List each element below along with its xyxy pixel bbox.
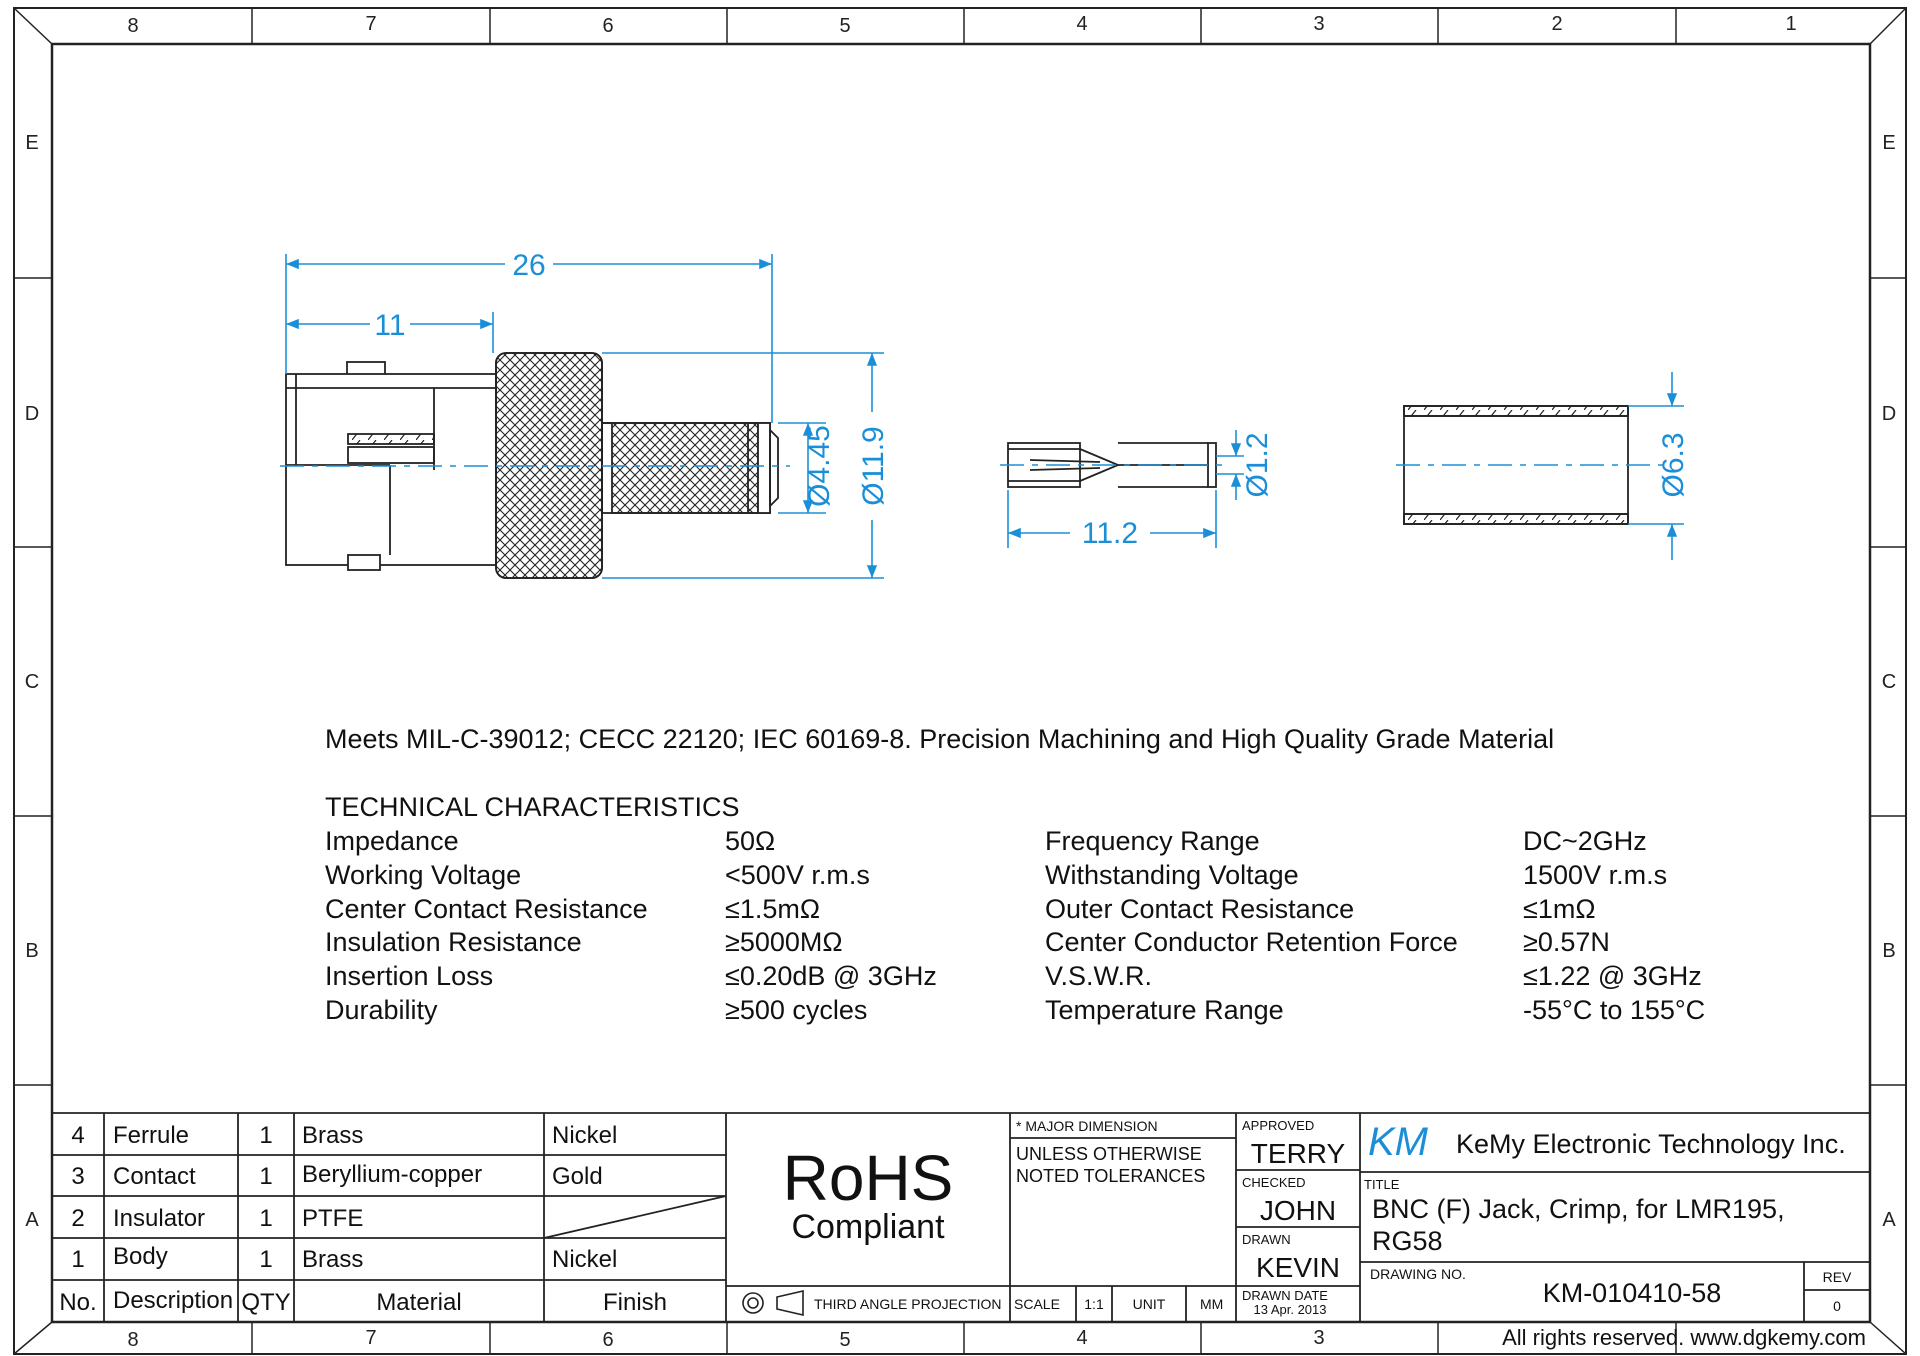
column-labels-bottom xyxy=(127,1327,1324,1351)
spec-name: Durability xyxy=(325,994,438,1025)
bom-finish: Gold xyxy=(552,1163,603,1190)
rohs-compliant: Compliant xyxy=(791,1208,945,1246)
checked-name: JOHN xyxy=(1259,1195,1337,1226)
dim-pin-diameter: Ø1.2 xyxy=(1241,432,1274,498)
column-label: 2 xyxy=(1551,13,1563,35)
column-label: 8 xyxy=(127,1329,139,1351)
column-label: 4 xyxy=(1076,13,1088,35)
checked-label: CHECKED xyxy=(1242,1175,1306,1190)
approved-label: APPROVED xyxy=(1242,1118,1315,1133)
approved-name: TERRY xyxy=(1250,1138,1346,1169)
rev-label: REV xyxy=(1822,1269,1852,1285)
tolerance-line-2: NOTED TOLERANCES xyxy=(1016,1166,1206,1186)
spec-name: V.S.W.R. xyxy=(1045,961,1153,992)
spec-value: <500V r.m.s xyxy=(725,859,870,890)
bom-description: Ferrule xyxy=(113,1122,190,1149)
title-line-1: BNC (F) Jack, Crimp, for LMR195, xyxy=(1372,1194,1785,1224)
scale-label: SCALE xyxy=(1014,1296,1060,1312)
title-block-text xyxy=(783,1118,1866,1350)
bom-finish: Nickel xyxy=(552,1122,618,1149)
bom-no: 4 xyxy=(71,1122,85,1149)
row-label: A xyxy=(1882,1209,1896,1231)
specs-rows xyxy=(325,824,1765,1027)
unit-label: UNIT xyxy=(1132,1296,1166,1312)
column-label: 6 xyxy=(602,15,614,37)
drawn-date-label: DRAWN DATE xyxy=(1242,1288,1328,1303)
tolerance-line-1: UNLESS OTHERWISE xyxy=(1016,1144,1202,1164)
bom-no: 3 xyxy=(71,1163,85,1190)
spec-name: Impedance xyxy=(325,826,459,856)
spec-name: Working Voltage xyxy=(325,859,522,890)
spec-value: 50Ω xyxy=(725,826,776,856)
column-label: 8 xyxy=(127,15,139,37)
bom-header-no: No. xyxy=(59,1289,97,1316)
drawing-number: KM-010410-58 xyxy=(1542,1278,1722,1308)
standards-note: Meets MIL-C-39012; CECC 22120; IEC 60169-8. Precision Machining and High Quality Grade Material xyxy=(325,724,1555,754)
row-label: A xyxy=(25,1209,39,1231)
dim-nut-diameter: Ø11.9 xyxy=(857,426,890,506)
major-dimension-note: * MAJOR DIMENSION xyxy=(1016,1118,1158,1134)
specs-heading: TECHNICAL CHARACTERISTICS xyxy=(325,792,740,822)
bom-description: Body xyxy=(113,1243,168,1270)
title-line-2: RG58 xyxy=(1372,1226,1443,1256)
bom-header-material: Material xyxy=(376,1289,462,1316)
row-label: C xyxy=(24,671,40,693)
drawn-label: DRAWN xyxy=(1242,1232,1291,1247)
column-label: 7 xyxy=(365,1327,377,1349)
company-logo: KM xyxy=(1368,1120,1428,1164)
row-label: D xyxy=(24,403,40,425)
row-label: B xyxy=(1882,940,1896,962)
spec-name: Insulation Resistance xyxy=(325,927,582,958)
rev-value: 0 xyxy=(1833,1298,1841,1314)
row-label: E xyxy=(1882,132,1896,154)
bom-qty: 1 xyxy=(259,1163,273,1190)
column-label: 3 xyxy=(1313,13,1325,35)
column-label: 6 xyxy=(602,1329,614,1351)
projection-symbol-icon xyxy=(743,1291,803,1315)
dim-pin-length: 11.2 xyxy=(1081,517,1139,550)
spec-row xyxy=(325,858,1765,892)
spec-row xyxy=(325,925,1765,959)
row-labels-right xyxy=(1882,132,1897,1231)
bom-header-finish: Finish xyxy=(602,1289,668,1316)
spec-value: DC~2GHz xyxy=(1523,826,1647,856)
rohs-mark: RoHS xyxy=(782,1142,954,1214)
row-label: D xyxy=(1881,403,1897,425)
row-labels-left xyxy=(25,132,40,1231)
spec-row xyxy=(325,824,1765,858)
bom-material: Brass xyxy=(302,1122,364,1149)
drawn-date: 13 Apr. 2013 xyxy=(1253,1302,1327,1317)
bom-description: Insulator xyxy=(113,1205,206,1232)
spec-row xyxy=(325,892,1765,926)
bom-qty: 1 xyxy=(259,1246,273,1273)
column-label: 7 xyxy=(365,13,377,35)
spec-value: ≥5000MΩ xyxy=(725,927,843,958)
spec-name: Center Conductor Retention Force xyxy=(1045,927,1458,958)
rights-notice: All rights reserved. www.dgkemy.com xyxy=(1502,1325,1866,1350)
column-labels-top xyxy=(127,13,1796,37)
spec-name: Frequency Range xyxy=(1045,826,1260,856)
spec-name: Center Contact Resistance xyxy=(325,893,648,924)
spec-value: ≤1.22 @ 3GHz xyxy=(1523,961,1702,992)
spec-name: Temperature Range xyxy=(1045,994,1284,1025)
bom-material: PTFE xyxy=(302,1205,364,1232)
column-label: 3 xyxy=(1313,1327,1325,1349)
spec-row xyxy=(325,993,1765,1027)
dim-crimp-diameter: Ø4.45 xyxy=(803,425,836,507)
spec-value: ≥0.57N xyxy=(1523,927,1610,958)
column-label: 1 xyxy=(1785,13,1797,35)
bom-qty: 1 xyxy=(259,1122,273,1149)
bom-qty: 1 xyxy=(259,1205,273,1232)
spec-value: ≥500 cycles xyxy=(725,994,868,1025)
spec-value: 1500V r.m.s xyxy=(1523,859,1668,890)
bom-header-qty: QTY xyxy=(241,1289,291,1316)
unit-value: MM xyxy=(1200,1296,1224,1312)
dim-overall-length: 26 xyxy=(512,249,546,282)
company-name: KeMy Electronic Technology Inc. xyxy=(1456,1129,1846,1159)
column-label: 5 xyxy=(839,15,851,37)
column-label: 5 xyxy=(839,1329,851,1351)
drawn-name: KEVIN xyxy=(1255,1252,1341,1283)
column-label: 4 xyxy=(1076,1327,1088,1349)
dim-ferrule-diameter: Ø6.3 xyxy=(1657,432,1690,498)
bom-no: 1 xyxy=(71,1246,85,1273)
spec-value: ≤1mΩ xyxy=(1523,893,1596,924)
spec-row xyxy=(325,959,1765,993)
bom-description: Contact xyxy=(113,1163,196,1190)
row-label: C xyxy=(1881,671,1897,693)
row-label: E xyxy=(25,132,39,154)
bom-no: 2 xyxy=(71,1205,85,1232)
spec-value: -55°C to 155°C xyxy=(1523,994,1706,1025)
bom-text xyxy=(59,1122,667,1316)
spec-value: ≤0.20dB @ 3GHz xyxy=(725,961,937,992)
dim-rear-length: 11 xyxy=(374,309,406,342)
scale-value: 1:1 xyxy=(1084,1296,1104,1312)
projection-label: THIRD ANGLE PROJECTION xyxy=(814,1296,1002,1312)
bom-header-description: Description xyxy=(113,1287,234,1314)
bom-finish: Nickel xyxy=(552,1246,618,1273)
spec-name: Insertion Loss xyxy=(325,961,494,992)
drawing-no-label: DRAWING NO. xyxy=(1370,1266,1466,1282)
spec-name: Withstanding Voltage xyxy=(1045,859,1299,890)
bom-material: Beryllium-copper xyxy=(302,1161,483,1188)
row-label: B xyxy=(25,940,39,962)
spec-value: ≤1.5mΩ xyxy=(725,893,821,924)
spec-name: Outer Contact Resistance xyxy=(1045,893,1355,924)
bom-material: Brass xyxy=(302,1246,364,1273)
title-label: TITLE xyxy=(1364,1177,1400,1192)
